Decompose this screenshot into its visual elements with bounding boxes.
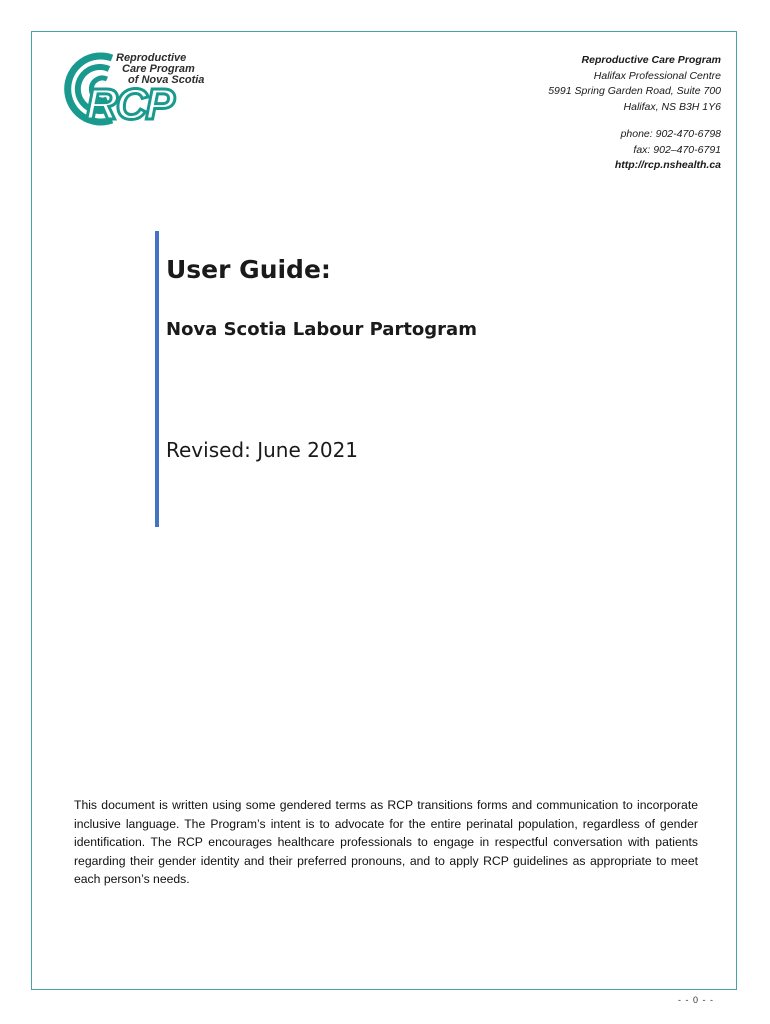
phone-number: phone: 902-470-6798 (620, 128, 721, 140)
organization-name: Reproductive Care Program (581, 54, 721, 66)
building-name: Halifax Professional Centre (593, 69, 721, 82)
website-link[interactable]: http://rcp.nshealth.ca (614, 159, 721, 171)
logo-name-line-3: of Nova Scotia (128, 74, 205, 86)
document-title: User Guide: (166, 255, 331, 284)
city-postal: Halifax, NS B3H 1Y6 (623, 100, 721, 113)
revision-date: Revised: June 2021 (166, 438, 359, 462)
document-subtitle: Nova Scotia Labour Partogram (166, 319, 477, 340)
logo-name-line-1: Reproductive (116, 52, 187, 64)
fax-number: fax: 902–470-6791 (633, 143, 721, 156)
title-accent-bar (155, 231, 159, 527)
street-address: 5991 Spring Garden Road, Suite 700 (548, 85, 721, 97)
logo-acronym: RCP (86, 80, 173, 129)
page-number: - - 0 - - (678, 995, 714, 1005)
inclusive-language-disclaimer: This document is written using some gendered terms as RCP transitions forms and communication to incorporate inclusive language. The Program’s intent is to advocate for the entire perinatal population, regardless of gender identification. The RCP encourages healthcare professionals to engage in respectful conversation with patients regarding their gender identity and their preferred pronouns, and to apply RCP guidelines as appropriate to meet each person’s needs. (74, 798, 698, 887)
logo-name-line-2: Care Program (122, 63, 195, 75)
rcp-logo (52, 50, 205, 129)
contact-address-block (548, 53, 721, 174)
